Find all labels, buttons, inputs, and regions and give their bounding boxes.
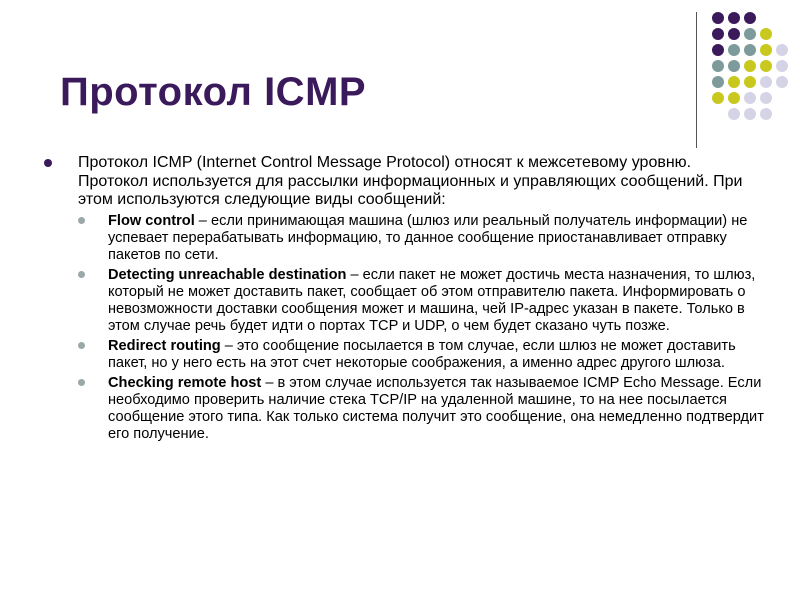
decor-dot xyxy=(728,44,740,56)
item-term: Detecting unreachable destination xyxy=(108,266,347,283)
decor-dot xyxy=(744,76,756,88)
item-text: – в этом случае используется так называемое ICMP Echo Message. Если необходимо проверить наличие стека TCP/IP на удаленной машине, то на нее посылается сообщение этого типа. Как только система получит это сообщение, она немедленно подтвердит его получение. xyxy=(108,374,764,442)
decor-dot xyxy=(712,12,724,24)
decor-dot xyxy=(728,92,740,104)
sub-bullet-icon xyxy=(78,342,85,349)
decor-dot xyxy=(760,60,772,72)
sub-bullet-icon xyxy=(78,379,85,386)
decor-dot xyxy=(728,12,740,24)
sub-bullet-icon xyxy=(78,271,85,278)
sub-bullet-icon xyxy=(78,217,85,224)
main-bullet xyxy=(44,154,764,210)
decorative-divider xyxy=(696,12,697,148)
item-term: Redirect routing xyxy=(108,337,221,354)
list-item-flow-control xyxy=(108,213,764,264)
decor-dot xyxy=(728,60,740,72)
list-item-checking-remote-host xyxy=(108,375,764,443)
decor-dot xyxy=(712,28,724,40)
decor-dot xyxy=(760,44,772,56)
decor-dot xyxy=(712,76,724,88)
decor-dot xyxy=(744,108,756,120)
slide-body xyxy=(44,154,764,446)
item-term: Checking remote host xyxy=(108,374,262,391)
bullet-icon xyxy=(44,159,52,167)
decor-dot xyxy=(744,92,756,104)
decor-dot xyxy=(776,44,788,56)
message-type-list xyxy=(44,213,764,443)
list-item-detecting-unreachable-destination xyxy=(108,267,764,335)
decor-dot xyxy=(744,44,756,56)
decor-dot xyxy=(744,12,756,24)
decor-dot xyxy=(728,28,740,40)
item-term: Flow control xyxy=(108,212,195,229)
decor-dot xyxy=(760,108,772,120)
decor-dot xyxy=(744,60,756,72)
item-text: – если принимающая машина (шлюз или реальный получатель информации) не успевает перерабатывать информацию, то данное сообщение приостанавливает отправку пакетов по сети. xyxy=(108,212,748,263)
list-item-redirect-routing xyxy=(108,338,764,372)
decor-dot xyxy=(776,76,788,88)
decorative-dot-grid xyxy=(706,12,796,132)
decor-dot xyxy=(744,28,756,40)
decor-dot xyxy=(760,92,772,104)
decor-dot xyxy=(712,60,724,72)
decor-dot xyxy=(728,76,740,88)
decor-dot xyxy=(712,92,724,104)
decor-dot xyxy=(712,44,724,56)
slide-title: Протокол ICMP xyxy=(60,70,367,114)
item-text: – это сообщение посылается в том случае, если шлюз не может доставить пакет, но у него есть на этот счет некоторые соображения, а именно адрес другого шлюза. xyxy=(108,337,736,371)
decor-dot xyxy=(760,28,772,40)
intro-text: Протокол ICMP (Internet Control Message Protocol) относят к межсетевому уровню. Протокол используется для рассылки информационных и управляющих сообщений. При этом используются следующие виды сообщений: xyxy=(78,154,743,209)
item-text: – если пакет не может достичь места назначения, то шлюз, который не может доставить пакет, сообщает об этом отправителю пакета. Информировать о невозможности доставки сообщения может и машина, чей IP-адрес указан в пакете. Только в этом случае речь будет идти о портах TCP и UDP, о чем будет сказано чуть позже. xyxy=(108,266,756,334)
decor-dot xyxy=(776,60,788,72)
decor-dot xyxy=(760,76,772,88)
decor-dot xyxy=(728,108,740,120)
